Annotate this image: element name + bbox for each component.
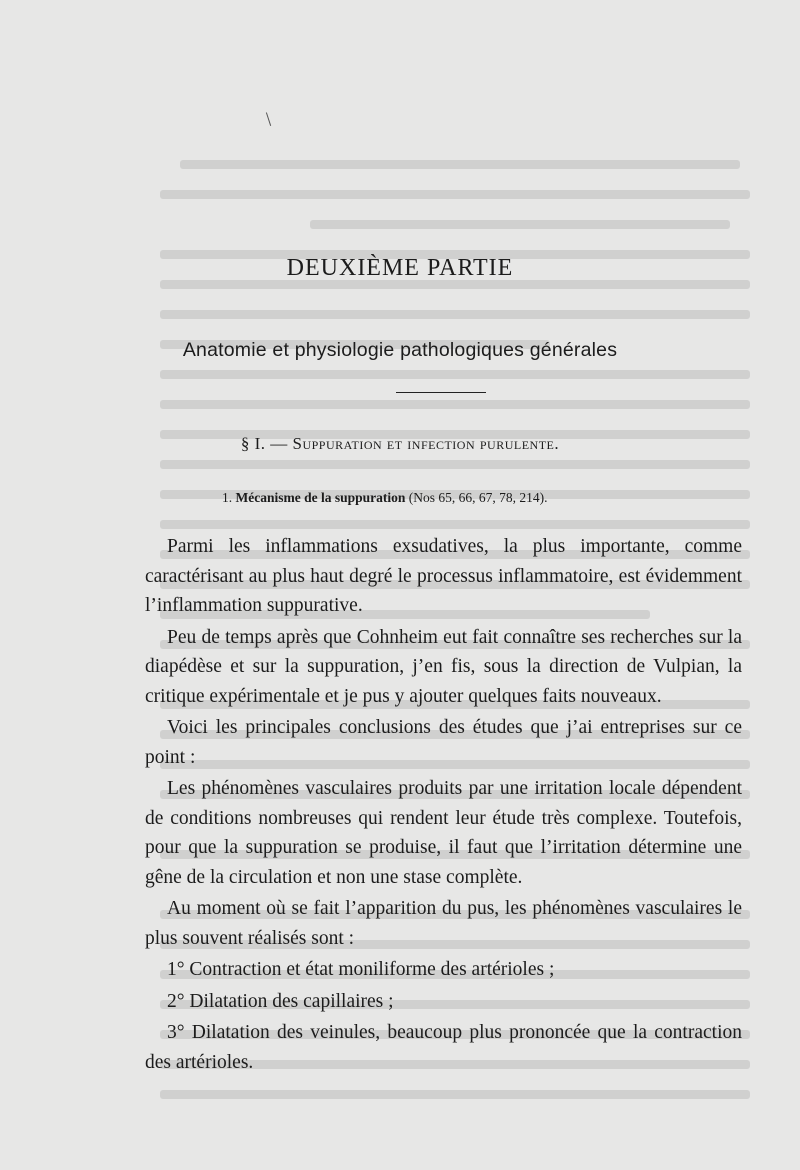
body-text — [145, 532, 742, 1077]
list-item: 2° Dilatation des capillaires ; — [167, 990, 394, 1012]
paragraph: Les phénomènes vasculaires produits par une irritation locale dépendent de conditions nombreuses qui rendent leur étude très complexe. Toutefois, pour que la suppuration se produise, il faut que l’irritation détermine une gêne de la circulation et non une stase complète. — [145, 778, 742, 888]
list-item: 1° Contraction et état moniliforme des artérioles ; — [167, 959, 555, 980]
article-heading — [222, 490, 548, 506]
heading-divider — [396, 392, 486, 393]
paragraph: Peu de temps après que Cohnheim eut fait connaître ses recherches sur la diapédèse et sur la suppuration, j’en fis, sous la direction de Vulpian, la critique expérimentale et je pus y ajouter quelques faits nouveaux. — [145, 626, 742, 707]
paragraph: Parmi les inflammations exsudatives, la plus importante, comme caractérisant au plus haut degré le processus inflammatoire, est évidemment l’inflammation suppurative. — [145, 536, 742, 616]
subsection-number: § I. — — [240, 434, 293, 453]
article-refs: (Nos 65, 66, 67, 78, 214). — [405, 490, 548, 505]
section-heading: Anatomie et physiologie pathologiques générales — [182, 339, 618, 361]
paragraph: Voici les principales conclusions des études que j’ai entreprises sur ce point : — [145, 717, 742, 768]
subsection-title: Suppuration et infection purulente. — [292, 434, 560, 453]
paragraph: Au moment où se fait l’apparition du pus, les phénomènes vasculaires le plus souvent réalisés sont : — [145, 898, 742, 949]
ink-mark — [266, 112, 272, 126]
part-title: DEUXIÈME PARTIE — [286, 255, 514, 281]
article-title: Mécanisme de la suppuration — [235, 490, 406, 505]
article-number: 1. — [222, 490, 236, 505]
subsection-heading — [0, 434, 800, 454]
list-item: 3° Dilatation des veinules, beaucoup plus prononcée que la contraction des artérioles. — [145, 1022, 742, 1073]
